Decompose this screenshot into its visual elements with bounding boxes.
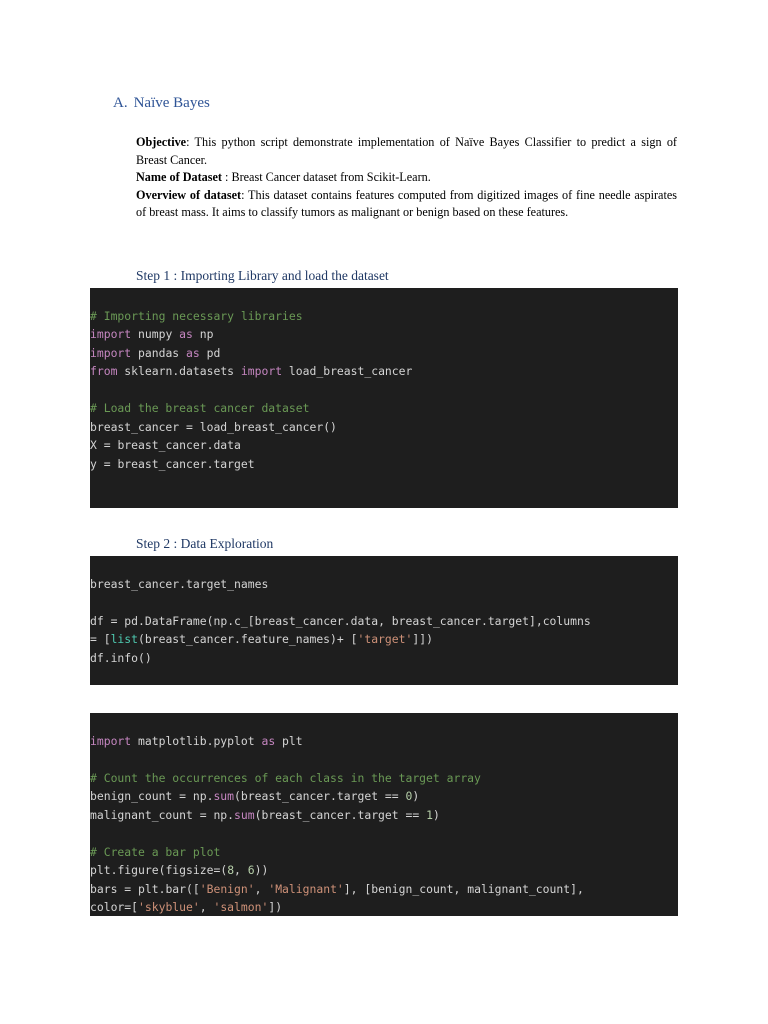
code-line: df.info() bbox=[90, 650, 152, 665]
code-line: # Count the occurrences of each class in the target array bbox=[90, 770, 481, 785]
section-letter: A. bbox=[113, 95, 128, 111]
code-line bbox=[90, 288, 678, 307]
code-line bbox=[90, 381, 678, 400]
objective-paragraph bbox=[136, 134, 677, 169]
code-line: = [list(breast_cancer.feature_names)+ ['target']]) bbox=[90, 632, 433, 646]
step1-heading: Step 1 : Importing Library and load the dataset bbox=[136, 268, 389, 283]
step2-heading: Step 2 : Data Exploration bbox=[136, 536, 274, 551]
code-line bbox=[90, 593, 678, 612]
code-line: X = breast_cancer.data bbox=[90, 438, 241, 452]
code-line bbox=[90, 824, 678, 843]
code-line: from sklearn.datasets import load_breast_cancer bbox=[90, 364, 413, 378]
plot-code-block bbox=[90, 713, 678, 916]
code-line bbox=[90, 750, 678, 769]
overview-label: Overview of dataset bbox=[136, 187, 242, 202]
code-line: breast_cancer = load_breast_cancer() bbox=[90, 419, 337, 434]
code-line: import matplotlib.pyplot as plt bbox=[90, 733, 303, 748]
overview-text: : This dataset contains features computed from digitized images of fine needle aspirates of breast mass. It aims to classify tumors as malignant or benign based on these features. bbox=[136, 187, 677, 219]
code-line bbox=[90, 556, 678, 575]
objective-label: Objective bbox=[136, 135, 187, 149]
code-line: # Load the breast cancer dataset bbox=[90, 401, 310, 415]
code-line: malignant_count = np.sum(breast_cancer.target == 1) bbox=[90, 807, 440, 822]
code-line: color=['skyblue', 'salmon']) bbox=[90, 900, 283, 914]
step2-code-block bbox=[90, 556, 678, 685]
code-line: plt.figure(figsize=(8, 6)) bbox=[90, 863, 269, 877]
code-line: import pandas as pd bbox=[90, 345, 221, 360]
section-heading bbox=[113, 95, 210, 112]
code-line: df = pd.DataFrame(np.c_[breast_cancer.data, breast_cancer.target],columns bbox=[90, 613, 591, 628]
code-line: bars = plt.bar(['Benign', 'Malignant'], [benign_count, malignant_count], bbox=[90, 881, 584, 896]
code-line: breast_cancer.target_names bbox=[90, 576, 269, 591]
objective-text: : This python script demonstrate implementation of Naïve Bayes Classifier to predict a sign of Breast Cancer. bbox=[136, 135, 677, 167]
code-line: benign_count = np.sum(breast_cancer.target == 0) bbox=[90, 789, 420, 803]
code-line: # Create a bar plot bbox=[90, 844, 221, 859]
code-line: import numpy as np bbox=[90, 327, 214, 341]
dataset-name-paragraph bbox=[136, 169, 677, 187]
section-title: Naïve Bayes bbox=[133, 95, 210, 111]
code-line: # Importing necessary libraries bbox=[90, 308, 303, 323]
step1-code-block bbox=[90, 288, 678, 508]
intro-text bbox=[136, 134, 677, 222]
code-line bbox=[90, 713, 678, 732]
dataset-name-text: : Breast Cancer dataset from Scikit-Learn. bbox=[221, 170, 431, 184]
overview-paragraph bbox=[136, 187, 677, 222]
dataset-name-label: Name of Dataset bbox=[136, 170, 222, 184]
code-line: y = breast_cancer.target bbox=[90, 456, 255, 471]
